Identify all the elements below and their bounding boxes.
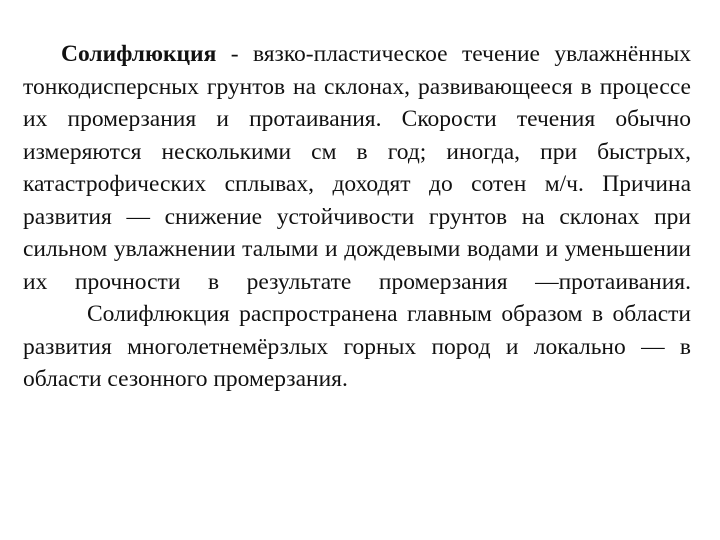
paragraph-distribution: Солифлюкция распространена главным образом в области развития многолетнемёрзлых горных пород и локально — в области сезонного промерзания. bbox=[23, 301, 691, 392]
paragraph-definition bbox=[23, 38, 691, 298]
term-solifluction: Солифлюкция bbox=[61, 41, 217, 67]
definition-text: - вязко-пластическое течение увлажнённых тонкодисперсных грунтов на склонах, развивающееся в процессе их промерзания и протаивания. Скорости течения обычно измеряются несколькими см в год; иногда, при быстрых, катастрофических сплывах, доходят до сотен м/ч. Причина развития — снижение устойчивости грунтов на склонах при сильном увлажнении талыми и дождевыми водами и уменьшении их прочности в результате промерзания —протаивания. bbox=[23, 41, 691, 295]
text-body bbox=[23, 38, 691, 396]
